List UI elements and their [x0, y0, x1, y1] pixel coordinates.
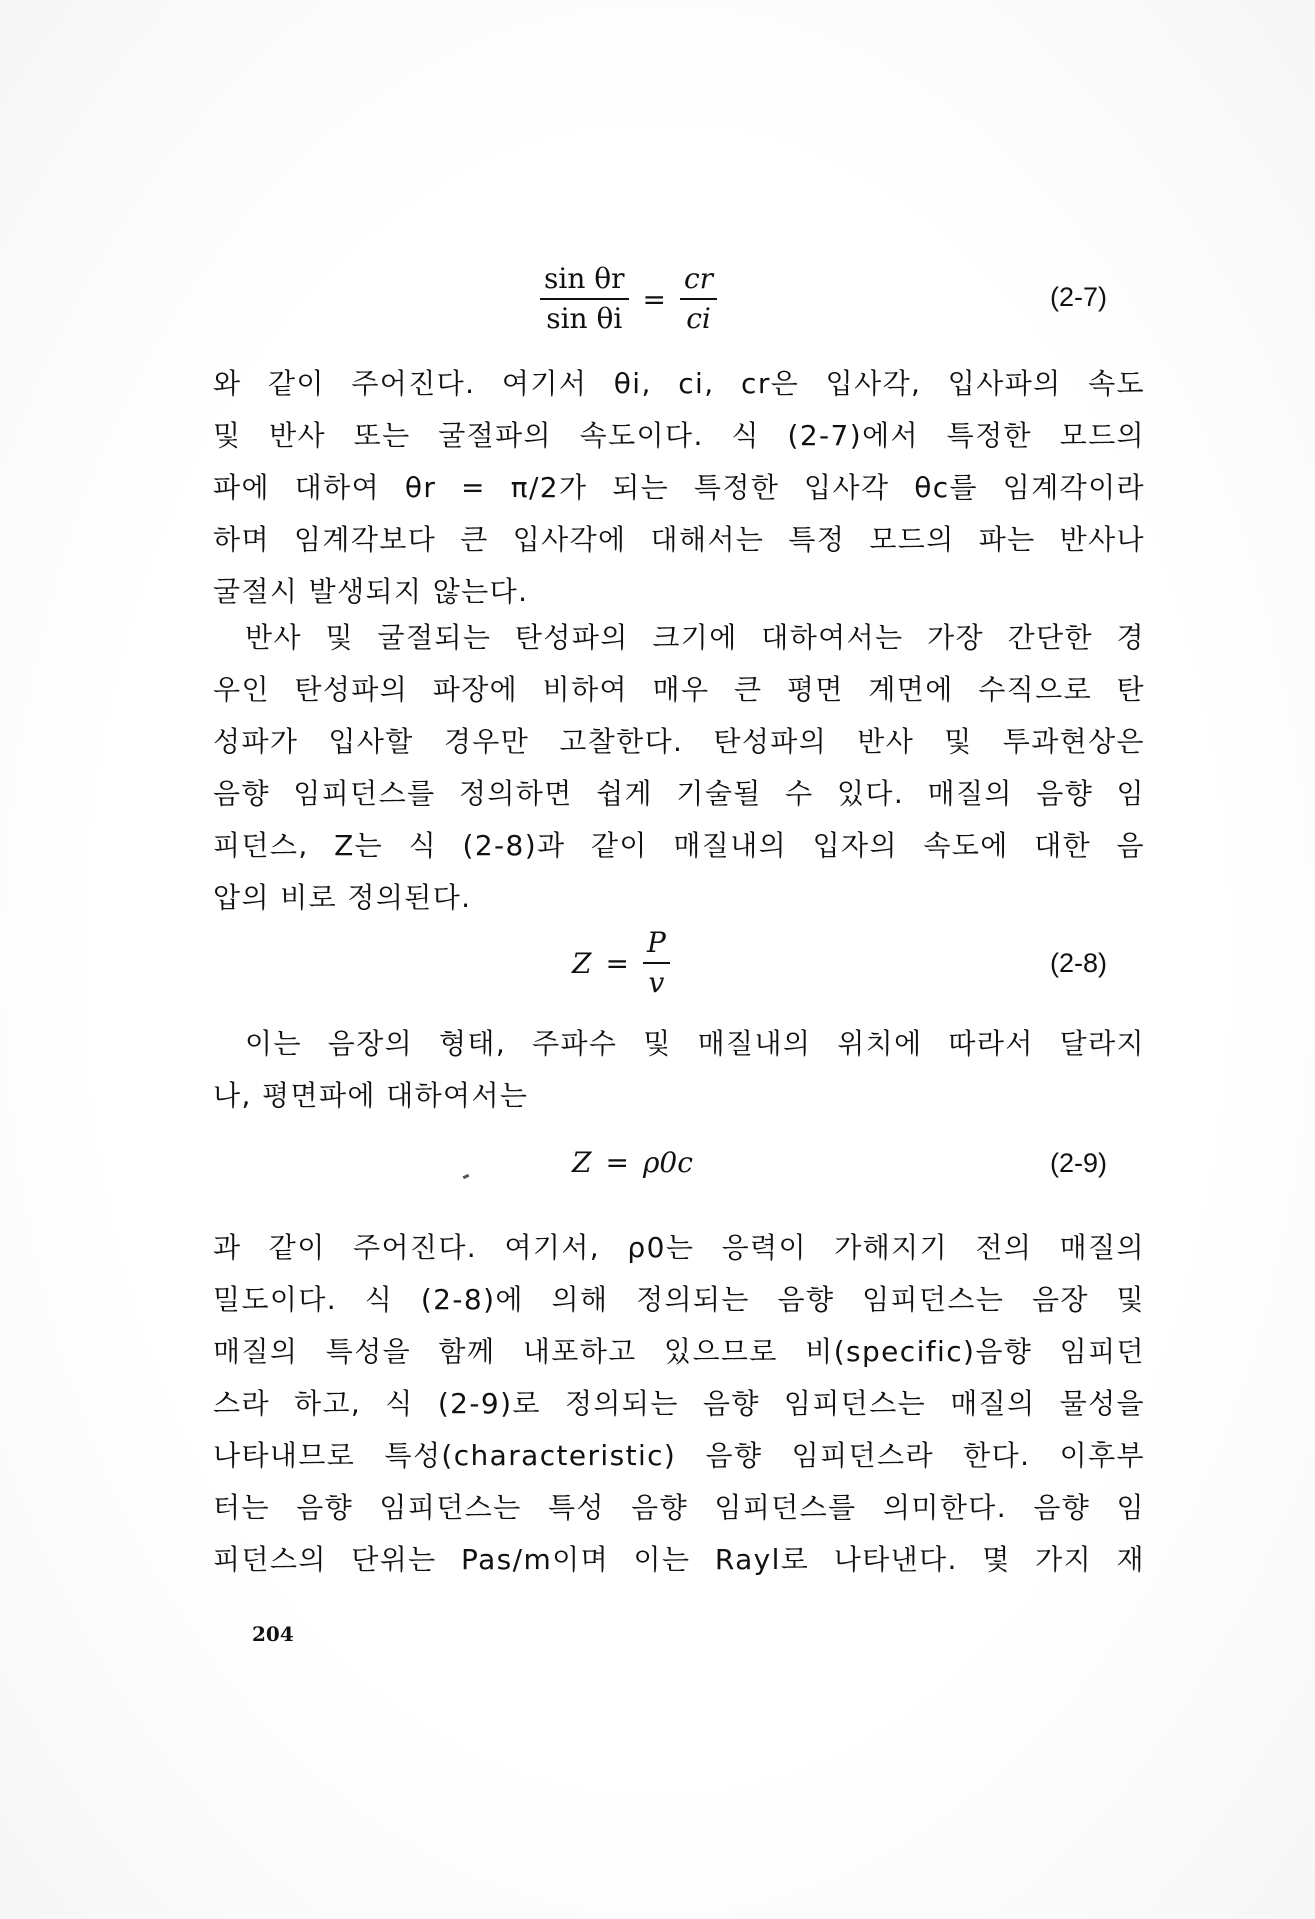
- eq29-rhs: ρ0c: [642, 1146, 693, 1179]
- eq28-rhs-denominator: v: [648, 966, 665, 999]
- equation-2-9: [0, 1146, 1315, 1194]
- text-line: 터는 음향 임피던스는 특성 음향 임피던스를 의미한다. 음향 임: [213, 1491, 1145, 1524]
- eq27-rhs-denominator: ci: [686, 302, 711, 335]
- paragraph-1: [213, 358, 1145, 618]
- eq27-lhs-numerator: sin θr: [540, 262, 629, 300]
- eq29-equals: =: [605, 1146, 629, 1179]
- paragraph-2: [213, 612, 1145, 924]
- eq27-lhs-fraction: [540, 262, 629, 336]
- text-line: 스라 하고, 식 (2-9)로 정의되는 음향 임피던스는 매질의 물성을: [213, 1387, 1145, 1420]
- eq28-lhs: Z: [572, 946, 592, 980]
- text-line: 밀도이다. 식 (2-8)에 의해 정의되는 음향 임피던스는 음장 및: [213, 1283, 1145, 1316]
- paragraph-3: [213, 1018, 1145, 1122]
- equation-number: (2-7): [1049, 282, 1107, 312]
- paragraph-4: [213, 1222, 1145, 1586]
- text-line: 압의 비로 정의된다.: [213, 881, 472, 914]
- text-line: 및 반사 또는 굴절파의 속도이다. 식 (2-7)에서 특정한 모드의: [213, 419, 1145, 452]
- text-line: 우인 탄성파의 파장에 비하여 매우 큰 평면 계면에 수직으로 탄: [213, 673, 1145, 706]
- eq29-lhs: Z: [572, 1146, 592, 1179]
- text-line: 나, 평면파에 대하여서는: [213, 1079, 529, 1112]
- text-line: 이는 음장의 형태, 주파수 및 매질내의 위치에 따라서 달라지: [245, 1027, 1145, 1060]
- text-line: 피던스의 단위는 Pas/m이며 이는 Rayl로 나타낸다. 몇 가지 재: [213, 1543, 1145, 1576]
- eq28-rhs-numerator: P: [643, 926, 670, 964]
- text-line: 반사 및 굴절되는 탄성파의 크기에 대하여서는 가장 간단한 경: [245, 621, 1145, 654]
- text-line: 와 같이 주어진다. 여기서 θi, ci, cr은 입사각, 입사파의 속도: [213, 367, 1145, 400]
- eq27-equals: =: [642, 282, 666, 316]
- eq27-rhs-numerator: cr: [680, 262, 717, 300]
- text-line: 피던스, Z는 식 (2-8)과 같이 매질내의 입자의 속도에 대한 음: [213, 829, 1145, 862]
- eq27-lhs-denominator: sin θi: [546, 302, 623, 335]
- text-line: 음향 임피던스를 정의하면 쉽게 기술될 수 있다. 매질의 음향 임: [213, 777, 1145, 810]
- equation-number: (2-9): [1049, 1148, 1107, 1178]
- page-number: 204: [252, 1622, 294, 1646]
- equation-number: (2-8): [1049, 948, 1107, 978]
- eq28-equals: =: [605, 946, 629, 980]
- text-line: 굴절시 발생되지 않는다.: [213, 575, 529, 608]
- text-line: 과 같이 주어진다. 여기서, ρ0는 응력이 가해지기 전의 매질의: [213, 1231, 1145, 1264]
- equation-2-8: [0, 926, 1315, 1002]
- text-line: 파에 대하여 θr = π/2가 되는 특정한 입사각 θc를 임계각이라: [213, 471, 1145, 504]
- text-line: 나타내므로 특성(characteristic) 음향 임피던스라 한다. 이후부: [213, 1439, 1145, 1472]
- text-line: 하며 임계각보다 큰 입사각에 대해서는 특정 모드의 파는 반사나: [213, 523, 1145, 556]
- text-line: 성파가 입사할 경우만 고찰한다. 탄성파의 반사 및 투과현상은: [213, 725, 1145, 758]
- equation-2-7: [0, 262, 1315, 338]
- text-line: 매질의 특성을 함께 내포하고 있으므로 비(specific)음향 임피던: [213, 1335, 1145, 1368]
- eq27-rhs-fraction: [680, 262, 717, 336]
- eq28-rhs-fraction: [643, 926, 670, 1000]
